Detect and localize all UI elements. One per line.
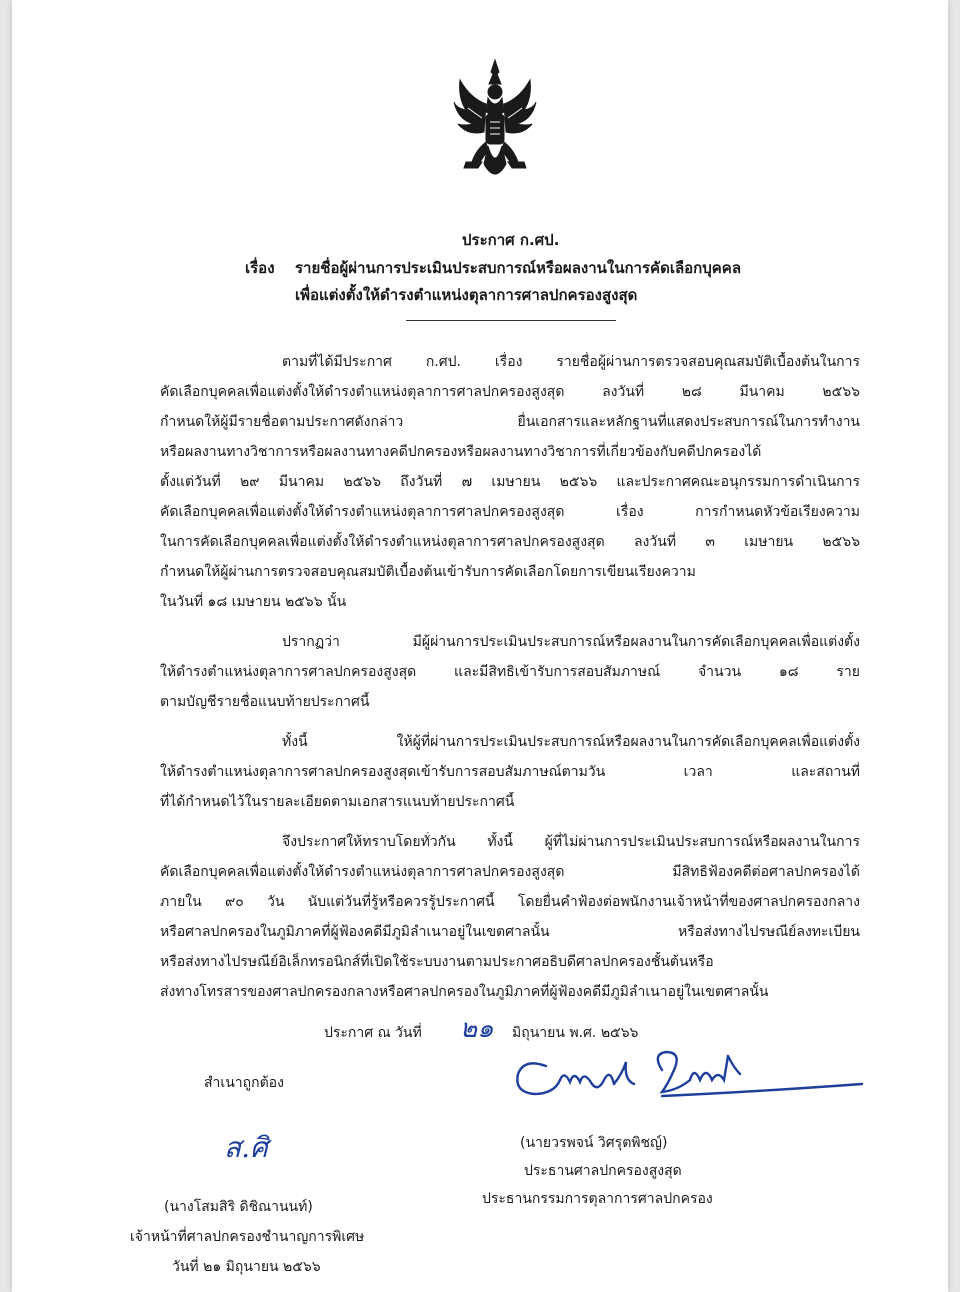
paragraph-1-line: คัดเลือกบุคคลเพื่อแต่งตั้งให้ดำรงตำแหน่งตุลาการศาลปกครองสูงสุด ลงวันที่ ๒๘ มีนาคม ๒๕๖๖ [160,384,860,400]
dated-prefix: ประกาศ ณ วันที่ [324,1025,422,1041]
certifier-position: เจ้าหน้าที่ศาลปกครองชำนาญการพิเศษ [130,1229,365,1245]
paragraph-3-line: ให้ดำรงตำแหน่งตุลาการศาลปกครองสูงสุดเข้ารับการสอบสัมภาษณ์ตามวัน เวลา และสถานที่ [160,764,860,780]
handwritten-day: ๒๑ [460,1014,494,1044]
paragraph-2-line: ปรากฏว่า มีผู้ผ่านการประเมินประสบการณ์หรือผลงานในการคัดเลือกบุคคลเพื่อแต่งตั้ง [282,634,860,650]
subject-line-1: รายชื่อผู้ผ่านการประเมินประสบการณ์หรือผลงานในการคัดเลือกบุคคล [295,259,742,277]
paragraph-1-line: กำหนดให้ผู้มีรายชื่อตามประกาศดังกล่าว ยื่นเอกสารและหลักฐานที่แสดงประสบการณ์ในการทำงาน [160,414,860,430]
announcement-title: ประกาศ ก.ศป. [462,231,560,249]
header-divider [406,320,616,321]
paragraph-2-line: ตามบัญชีรายชื่อแนบท้ายประกาศนี้ [160,694,370,710]
paragraph-4-line: ภายใน ๙๐ วัน นับแต่วันที่รู้หรือควรรู้ประกาศนี้ โดยยื่นคำฟ้องต่อพนักงานเจ้าหน้าที่ของศาลปกครองกลาง [160,894,860,910]
dated-month-year: มิถุนายน พ.ศ. ๒๕๖๖ [512,1025,639,1041]
paragraph-3-line: ที่ได้กำหนดไว้ในรายละเอียดตามเอกสารแนบท้ายประกาศนี้ [160,794,515,810]
certifier-initials: ส.ศิ [224,1131,268,1164]
paragraph-1-line: ในการคัดเลือกบุคคลเพื่อแต่งตั้งให้ดำรงตำแหน่งตุลาการศาลปกครองสูงสุด ลงวันที่ ๓ เมษายน ๒๕๖๖ [160,534,860,550]
subject-line-2: เพื่อแต่งตั้งให้ดำรงตำแหน่งตุลาการศาลปกครองสูงสุด [295,286,638,304]
certifier-name: (นางโสมสิริ ดิชิณานนท์) [164,1199,313,1215]
paragraph-4-line: จึงประกาศให้ทราบโดยทั่วกัน ทั้งนี้ ผู้ที่ไม่ผ่านการประเมินประสบการณ์หรือผลงานในการ [282,834,860,850]
paragraph-2-line: ให้ดำรงตำแหน่งตุลาการศาลปกครองสูงสุด และมีสิทธิเข้ารับการสอบสัมภาษณ์ จำนวน ๑๘ ราย [160,664,860,680]
document-page [12,0,948,1292]
paragraph-4-line: ส่งทางโทรสารของศาลปกครองกลางหรือศาลปกครองในภูมิภาคที่ผู้ฟ้องคดีมีภูมิลำเนาอยู่ในเขตศาลนั้น [160,984,769,1000]
paragraph-4-line: หรือส่งทางไปรษณีย์อิเล็กทรอนิกส์ที่เปิดใช้ระบบงานตามประกาศอธิบดีศาลปกครองชั้นต้นหรือ [160,954,714,970]
paragraph-1-line: ในวันที่ ๑๘ เมษายน ๒๕๖๖ นั้น [160,594,347,610]
paragraph-4-line: หรือศาลปกครองในภูมิภาคที่ผู้ฟ้องคดีมีภูมิลำเนาอยู่ในเขตศาลนั้น หรือส่งทางไปรษณีย์ลงทะเบียน [160,924,860,940]
certified-date: วันที่ ๒๑ มิถุนายน ๒๕๖๖ [172,1259,321,1275]
paragraph-1-line: กำหนดให้ผู้ผ่านการตรวจสอบคุณสมบัติเบื้องต้นเข้ารับการคัดเลือกโดยการเขียนเรียงความ [160,564,696,580]
paragraph-3-line: ทั้งนี้ ให้ผู้ที่ผ่านการประเมินประสบการณ์หรือผลงานในการคัดเลือกบุคคลเพื่อแต่งตั้ง [282,734,860,750]
paragraph-1-line: ตั้งแต่วันที่ ๒๙ มีนาคม ๒๕๖๖ ถึงวันที่ ๗ เมษายน ๒๕๖๖ และประกาศคณะอนุกรรมการดำเนินการ [160,474,860,490]
president-signature [502,1040,872,1110]
paragraph-1-line: ตามที่ได้มีประกาศ ก.ศป. เรื่อง รายชื่อผู้ผ่านการตรวจสอบคุณสมบัติเบื้องต้นในการ [282,354,860,370]
signatory-name: (นายวรพจน์ วิศรุตพิชญ์) [520,1135,668,1151]
paragraph-1-line: หรือผลงานทางวิชาการหรือผลงานทางคดีปกครองหรือผลงานทางวิชาการที่เกี่ยวข้องกับคดีปกครองได้ [160,444,762,460]
signatory-title-1: ประธานศาลปกครองสูงสุด [524,1163,682,1179]
paragraph-4-line: คัดเลือกบุคคลเพื่อแต่งตั้งให้ดำรงตำแหน่งตุลาการศาลปกครองสูงสุด มีสิทธิฟ้องคดีต่อศาลปกครองได้ [160,864,860,880]
signatory-title-2: ประธานกรรมการตุลาการศาลปกครอง [482,1191,713,1207]
subject-label: เรื่อง [245,259,275,277]
certified-copy-label: สำเนาถูกต้อง [204,1075,284,1091]
garuda-emblem-icon [452,58,538,186]
paragraph-1-line: คัดเลือกบุคคลเพื่อแต่งตั้งให้ดำรงตำแหน่งตุลาการศาลปกครองสูงสุด เรื่อง การกำหนดหัวข้อเรียงความ [160,504,860,520]
